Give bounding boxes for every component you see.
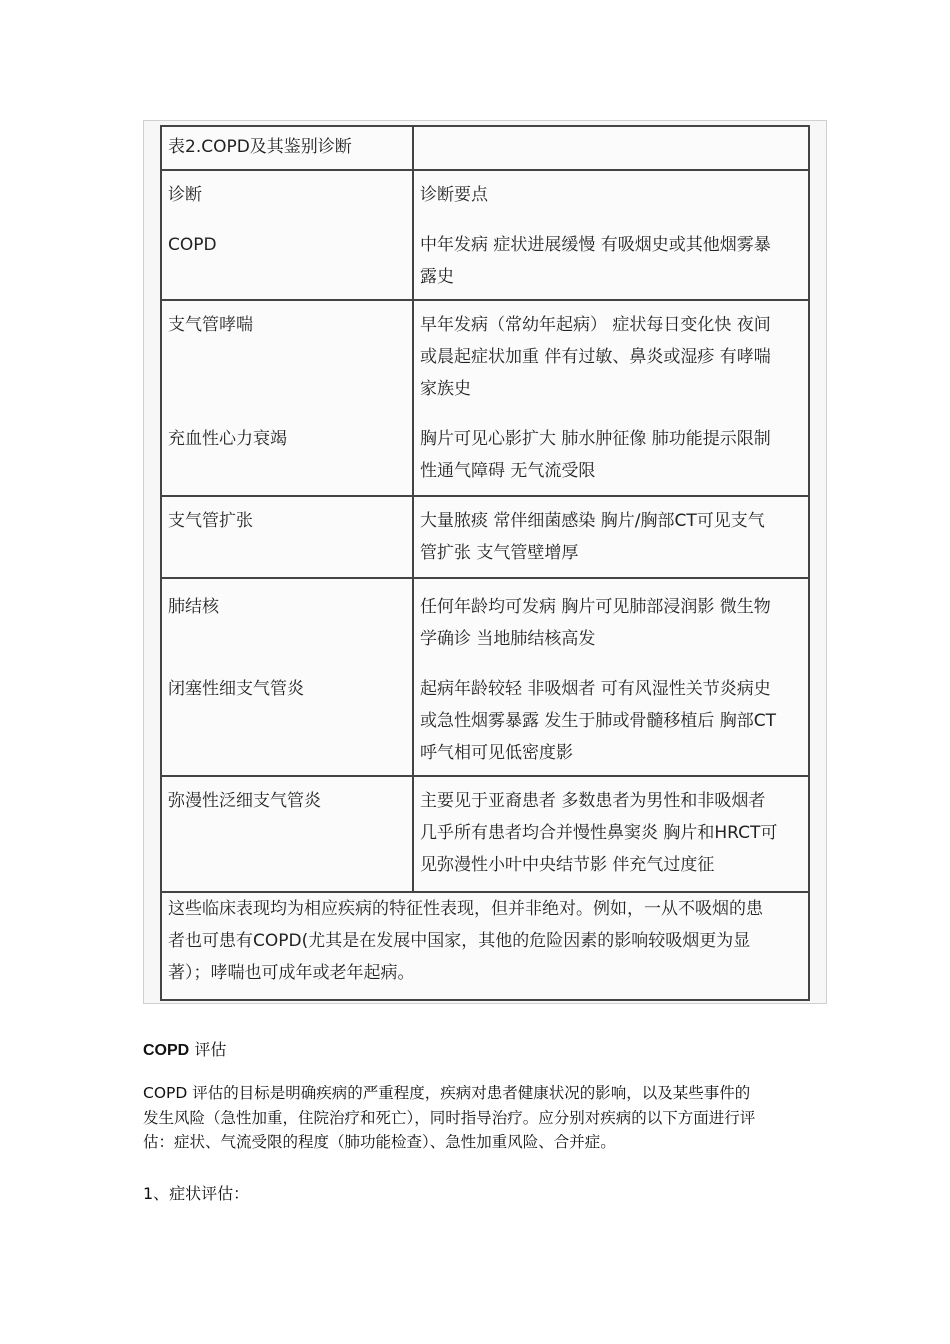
para-line: 发生风险（急性加重，住院治疗和死亡），同时指导治疗。应分别对疾病的以下方面进行评 (143, 1108, 756, 1127)
subheading-symptom-assessment: 1、症状评估： (143, 1184, 250, 1203)
note-line: 这些临床表现均为相应疾病的特征性表现，但并非绝对。例如，一从不吸烟的患 (168, 899, 763, 919)
point-line: 管扩张 支气管壁增厚 (420, 543, 579, 563)
dx-name: COPD (168, 235, 217, 255)
dx-name: 充血性心力衰竭 (168, 429, 287, 449)
point-line: 任何年龄均可发病 胸片可见肺部浸润影 微生物 (420, 597, 771, 617)
table-title-row (161, 126, 809, 170)
dx-cell (161, 300, 413, 496)
points-cell (413, 496, 809, 578)
table-title-empty-cell (413, 126, 809, 170)
point-line: 或晨起症状加重 伴有过敏、鼻炎或湿疹 有哮喘 (420, 347, 771, 367)
heading-bold: COPD (143, 1042, 190, 1059)
section-paragraph (143, 1081, 813, 1155)
note-line: 著）；哮喘也可成年或老年起病。 (168, 963, 415, 983)
heading-rest: 评估 (189, 1040, 227, 1059)
table-row (161, 300, 809, 496)
point-line: 早年发病（常幼年起病） 症状每日变化快 夜间 (420, 315, 771, 335)
point-line: 或急性烟雾暴露 发生于肺或骨髓移植后 胸部CT (420, 711, 777, 731)
point-line: 性通气障碍 无气流受限 (420, 461, 596, 481)
dx-name: 闭塞性细支气管炎 (168, 679, 304, 699)
dx-name: 肺结核 (168, 597, 219, 617)
points-cell (413, 776, 809, 892)
points-cell (413, 170, 809, 300)
point-line: 家族史 (420, 379, 471, 399)
table-title: 表2.COPD及其鉴别诊断 (161, 126, 413, 170)
section-heading (143, 1037, 226, 1060)
table-row (161, 776, 809, 892)
point-line: 胸片可见心影扩大 肺水肿征像 肺功能提示限制 (420, 429, 771, 449)
point-line: 几乎所有患者均合并慢性鼻窦炎 胸片和HRCT可 (420, 823, 778, 843)
note-line: 者也可患有COPD(尤其是在发展中国家，其他的危险因素的影响较吸烟更为显 (168, 931, 751, 951)
dx-name: 弥漫性泛细支气管炎 (168, 791, 321, 811)
copd-differential-table (160, 125, 810, 1001)
points-cell (413, 300, 809, 496)
col-header-points: 诊断要点 (420, 185, 488, 205)
point-line: 主要见于亚裔患者 多数患者为男性和非吸烟者 (420, 791, 766, 811)
dx-name: 支气管哮喘 (168, 315, 253, 335)
point-line: 见弥漫性小叶中央结节影 伴充气过度征 (420, 855, 715, 875)
point-line: 大量脓痰 常伴细菌感染 胸片/胸部CT可见支气 (420, 511, 765, 531)
points-cell (413, 578, 809, 776)
point-line: 露史 (420, 267, 454, 287)
para-line: 估：症状、气流受限的程度（肺功能检查）、急性加重风险、合并症。 (143, 1133, 616, 1151)
dx-cell (161, 496, 413, 578)
col-header-diagnosis: 诊断 (168, 185, 202, 205)
point-line: 起病年龄较轻 非吸烟者 可有风湿性关节炎病史 (420, 679, 771, 699)
dx-cell (161, 578, 413, 776)
point-line: 中年发病 症状进展缓慢 有吸烟史或其他烟雾暴 (420, 235, 771, 255)
table-row (161, 578, 809, 776)
table-row (161, 170, 809, 300)
dx-name: 支气管扩张 (168, 511, 253, 531)
diagnosis-table-image (143, 120, 827, 1004)
point-line: 学确诊 当地肺结核高发 (420, 629, 596, 649)
dx-cell (161, 170, 413, 300)
dx-cell (161, 776, 413, 892)
table-row (161, 496, 809, 578)
table-note (161, 892, 809, 1000)
point-line: 呼气相可见低密度影 (420, 743, 573, 763)
table-note-row (161, 892, 809, 1000)
para-line: COPD 评估的目标是明确疾病的严重程度，疾病对患者健康状况的影响，以及某些事件的 (143, 1084, 751, 1102)
